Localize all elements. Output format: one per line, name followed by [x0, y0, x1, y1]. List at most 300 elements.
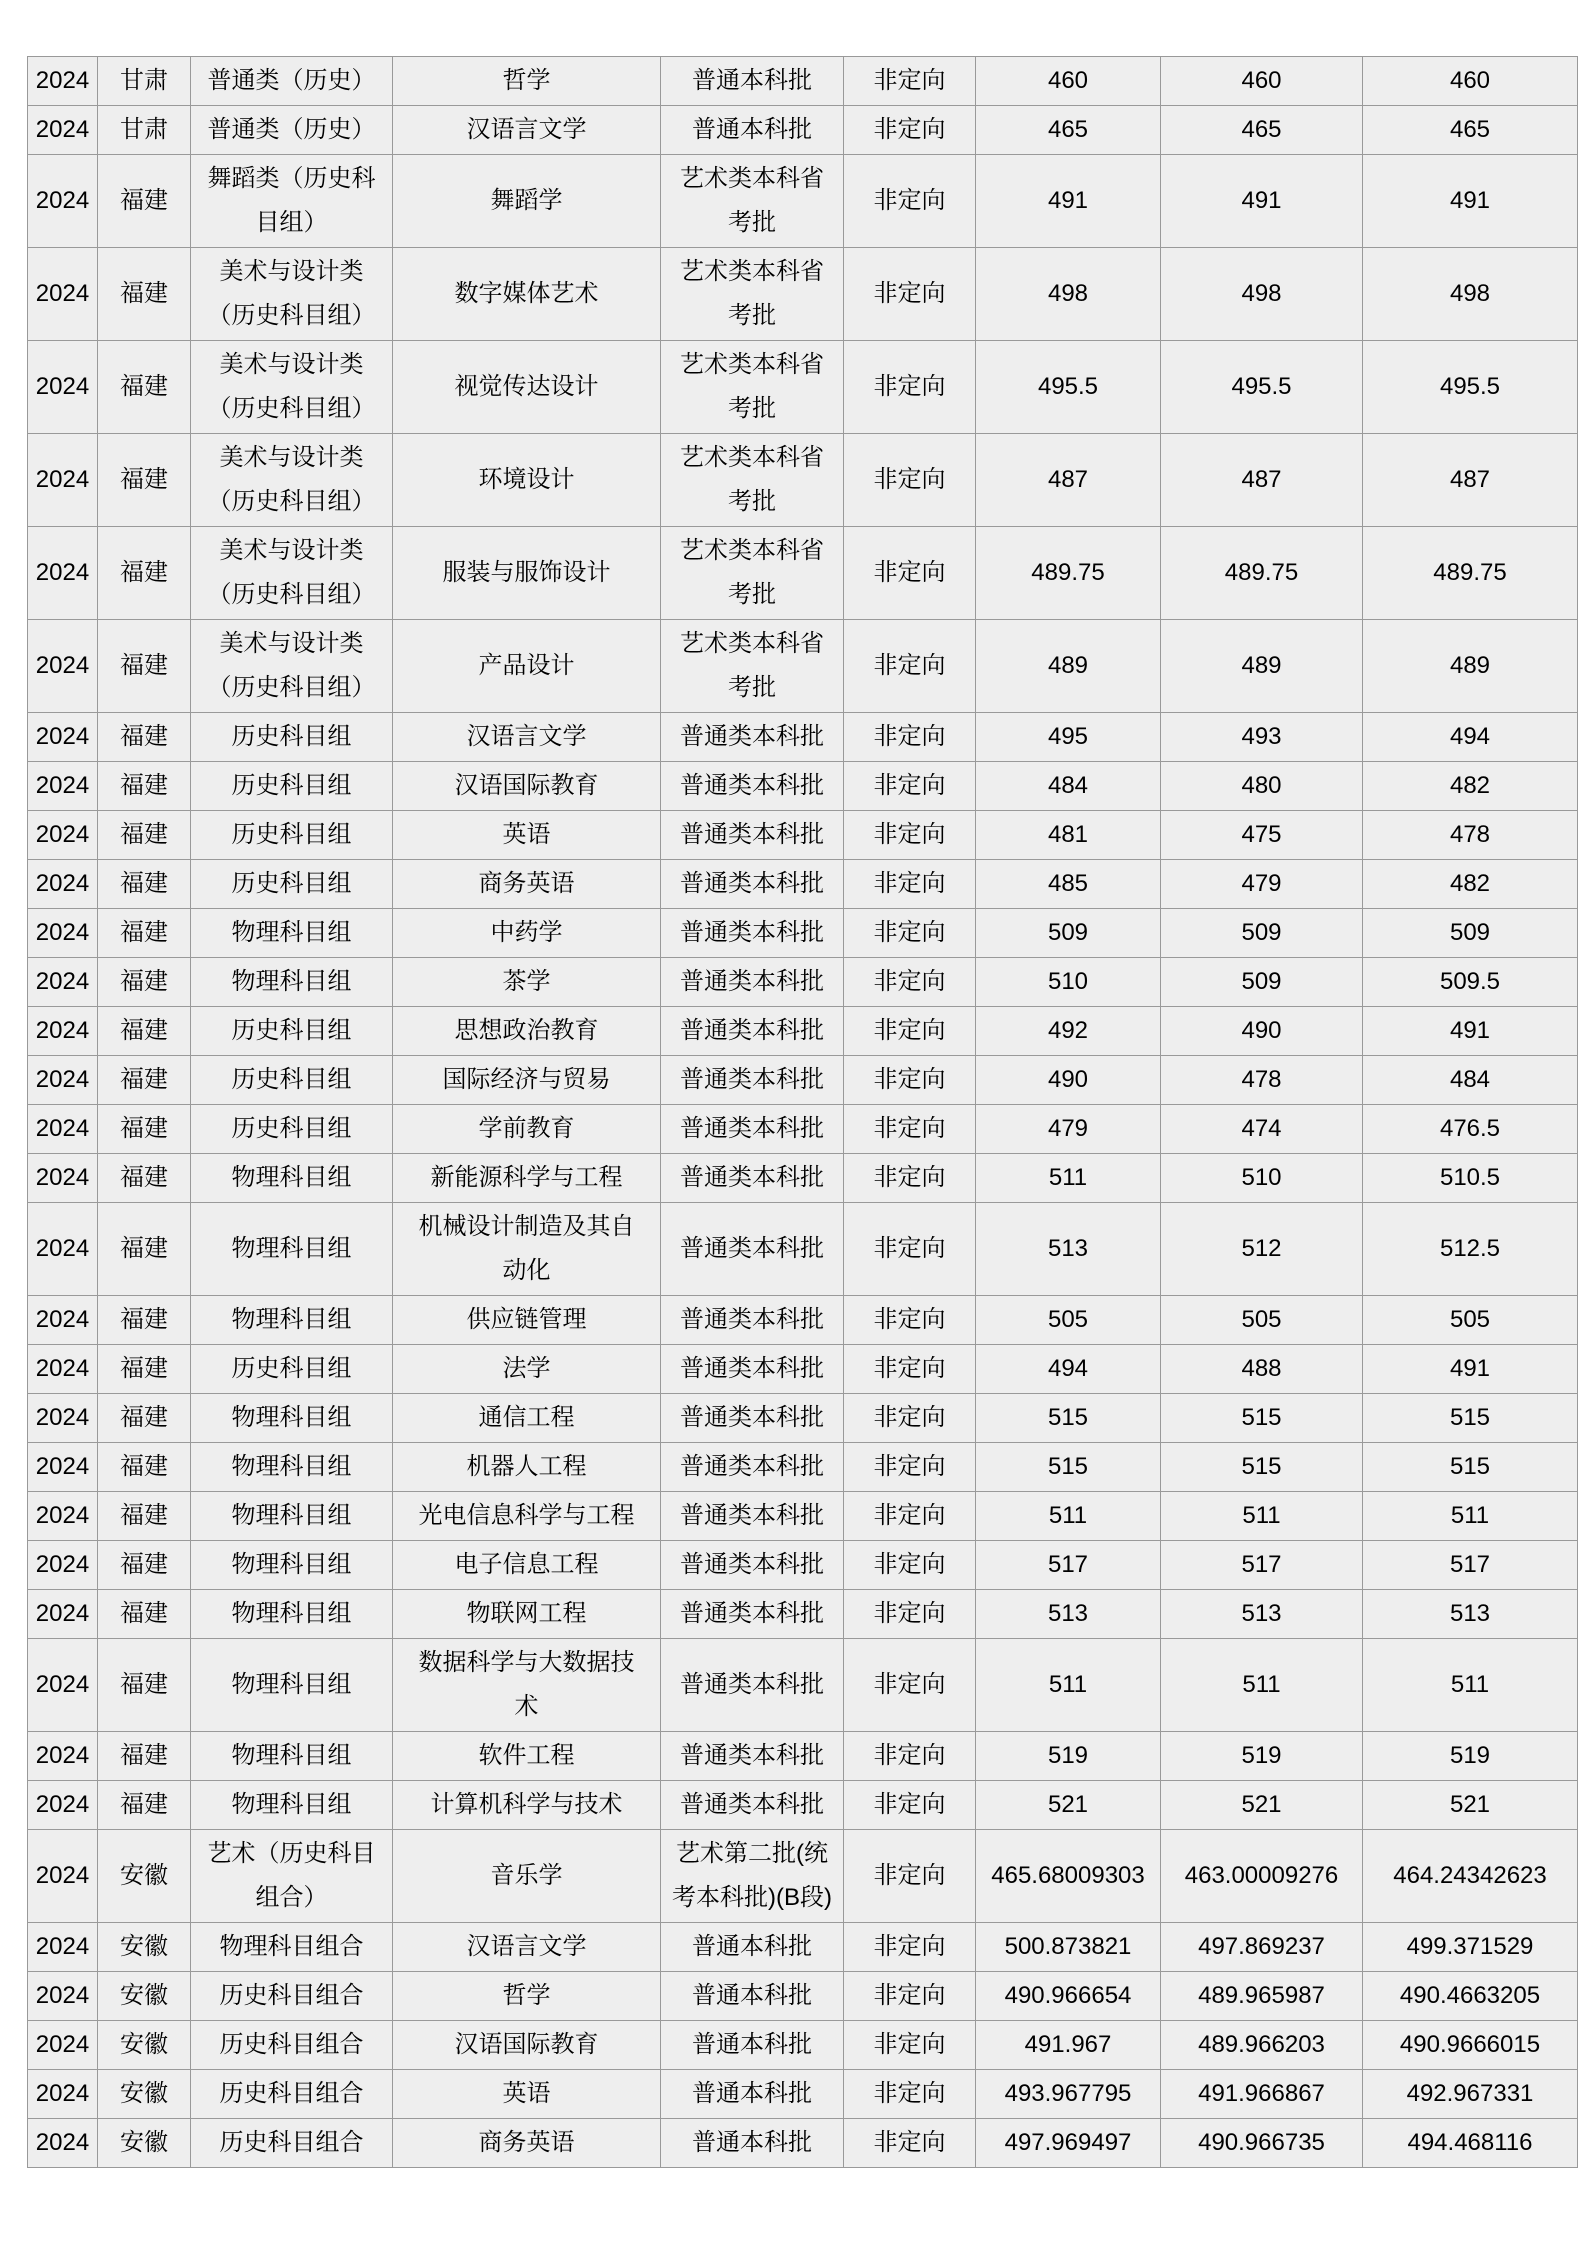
province-cell: 福建 — [98, 811, 191, 860]
major-cell: 国际经济与贸易 — [393, 1056, 661, 1105]
province-cell: 福建 — [98, 527, 191, 620]
major-cell: 数据科学与大数据技术 — [393, 1639, 661, 1732]
batch-cell: 普通类本科批 — [661, 1590, 844, 1639]
direction-cell: 非定向 — [844, 527, 976, 620]
province-cell: 福建 — [98, 1639, 191, 1732]
table-row — [28, 1296, 1578, 1345]
score-1-cell: 513 — [976, 1203, 1161, 1296]
category-cell: 历史科目组 — [191, 860, 393, 909]
category-cell: 历史科目组合 — [191, 2021, 393, 2070]
province-cell: 福建 — [98, 1296, 191, 1345]
province-cell: 福建 — [98, 958, 191, 1007]
score-1-cell: 491.967 — [976, 2021, 1161, 2070]
year-cell: 2024 — [28, 2119, 98, 2168]
score-3-cell: 492.967331 — [1363, 2070, 1578, 2119]
score-1-cell: 479 — [976, 1105, 1161, 1154]
score-1-cell: 460 — [976, 57, 1161, 106]
score-3-cell: 491 — [1363, 1345, 1578, 1394]
category-cell: 物理科目组 — [191, 1732, 393, 1781]
score-2-cell: 497.869237 — [1161, 1923, 1363, 1972]
direction-cell: 非定向 — [844, 2021, 976, 2070]
category-cell: 物理科目组 — [191, 1296, 393, 1345]
score-3-cell: 489.75 — [1363, 527, 1578, 620]
category-cell: 物理科目组 — [191, 1590, 393, 1639]
batch-cell: 普通类本科批 — [661, 1203, 844, 1296]
major-cell: 视觉传达设计 — [393, 341, 661, 434]
province-cell: 福建 — [98, 1154, 191, 1203]
province-cell: 福建 — [98, 248, 191, 341]
score-1-cell: 521 — [976, 1781, 1161, 1830]
score-3-cell: 511 — [1363, 1639, 1578, 1732]
category-cell: 历史科目组 — [191, 762, 393, 811]
year-cell: 2024 — [28, 1639, 98, 1732]
score-3-cell: 510.5 — [1363, 1154, 1578, 1203]
major-cell: 汉语言文学 — [393, 713, 661, 762]
score-1-cell: 489.75 — [976, 527, 1161, 620]
direction-cell: 非定向 — [844, 1492, 976, 1541]
score-2-cell: 519 — [1161, 1732, 1363, 1781]
direction-cell: 非定向 — [844, 106, 976, 155]
score-1-cell: 493.967795 — [976, 2070, 1161, 2119]
score-3-cell: 495.5 — [1363, 341, 1578, 434]
province-cell: 福建 — [98, 909, 191, 958]
major-cell: 英语 — [393, 811, 661, 860]
province-cell: 福建 — [98, 860, 191, 909]
table-row — [28, 1781, 1578, 1830]
score-3-cell: 511 — [1363, 1492, 1578, 1541]
province-cell: 安徽 — [98, 1972, 191, 2021]
category-cell: 物理科目组 — [191, 1639, 393, 1732]
batch-cell: 艺术类本科省考批 — [661, 341, 844, 434]
score-2-cell: 479 — [1161, 860, 1363, 909]
major-cell: 服装与服饰设计 — [393, 527, 661, 620]
score-2-cell: 491.966867 — [1161, 2070, 1363, 2119]
score-1-cell: 497.969497 — [976, 2119, 1161, 2168]
category-cell: 物理科目组 — [191, 1492, 393, 1541]
direction-cell: 非定向 — [844, 248, 976, 341]
year-cell: 2024 — [28, 1923, 98, 1972]
direction-cell: 非定向 — [844, 434, 976, 527]
score-3-cell: 491 — [1363, 1007, 1578, 1056]
score-1-cell: 484 — [976, 762, 1161, 811]
table-row — [28, 620, 1578, 713]
score-3-cell: 465 — [1363, 106, 1578, 155]
year-cell: 2024 — [28, 1972, 98, 2021]
year-cell: 2024 — [28, 57, 98, 106]
direction-cell: 非定向 — [844, 1056, 976, 1105]
year-cell: 2024 — [28, 527, 98, 620]
batch-cell: 普通类本科批 — [661, 1732, 844, 1781]
year-cell: 2024 — [28, 1345, 98, 1394]
score-1-cell: 519 — [976, 1732, 1161, 1781]
score-1-cell: 491 — [976, 155, 1161, 248]
direction-cell: 非定向 — [844, 1007, 976, 1056]
table-row — [28, 1154, 1578, 1203]
score-3-cell: 460 — [1363, 57, 1578, 106]
year-cell: 2024 — [28, 762, 98, 811]
table-row — [28, 1732, 1578, 1781]
score-1-cell: 490.966654 — [976, 1972, 1161, 2021]
category-cell: 美术与设计类（历史科目组） — [191, 434, 393, 527]
province-cell: 安徽 — [98, 1923, 191, 1972]
batch-cell: 普通本科批 — [661, 2070, 844, 2119]
score-1-cell: 495.5 — [976, 341, 1161, 434]
table-row — [28, 909, 1578, 958]
score-2-cell: 478 — [1161, 1056, 1363, 1105]
batch-cell: 普通类本科批 — [661, 1492, 844, 1541]
score-3-cell: 494.468116 — [1363, 2119, 1578, 2168]
direction-cell: 非定向 — [844, 811, 976, 860]
table-row — [28, 248, 1578, 341]
category-cell: 普通类（历史） — [191, 57, 393, 106]
score-2-cell: 513 — [1161, 1590, 1363, 1639]
table-row — [28, 958, 1578, 1007]
batch-cell: 普通类本科批 — [661, 860, 844, 909]
batch-cell: 艺术类本科省考批 — [661, 155, 844, 248]
table-row — [28, 1492, 1578, 1541]
direction-cell: 非定向 — [844, 713, 976, 762]
score-3-cell: 478 — [1363, 811, 1578, 860]
score-1-cell: 500.873821 — [976, 1923, 1161, 1972]
year-cell: 2024 — [28, 1007, 98, 1056]
score-2-cell: 511 — [1161, 1639, 1363, 1732]
score-2-cell: 490.966735 — [1161, 2119, 1363, 2168]
batch-cell: 艺术类本科省考批 — [661, 434, 844, 527]
score-1-cell: 492 — [976, 1007, 1161, 1056]
direction-cell: 非定向 — [844, 1639, 976, 1732]
score-3-cell: 491 — [1363, 155, 1578, 248]
province-cell: 福建 — [98, 1394, 191, 1443]
province-cell: 福建 — [98, 620, 191, 713]
batch-cell: 普通类本科批 — [661, 811, 844, 860]
batch-cell: 普通类本科批 — [661, 713, 844, 762]
score-3-cell: 482 — [1363, 860, 1578, 909]
table-row — [28, 2070, 1578, 2119]
score-3-cell: 464.24342623 — [1363, 1830, 1578, 1923]
province-cell: 福建 — [98, 1203, 191, 1296]
score-3-cell: 519 — [1363, 1732, 1578, 1781]
score-2-cell: 474 — [1161, 1105, 1363, 1154]
admission-scores-table — [27, 56, 1578, 2168]
batch-cell: 普通类本科批 — [661, 1443, 844, 1492]
batch-cell: 普通本科批 — [661, 2021, 844, 2070]
score-3-cell: 513 — [1363, 1590, 1578, 1639]
year-cell: 2024 — [28, 860, 98, 909]
batch-cell: 普通类本科批 — [661, 1781, 844, 1830]
province-cell: 福建 — [98, 1781, 191, 1830]
major-cell: 哲学 — [393, 1972, 661, 2021]
table-row — [28, 2021, 1578, 2070]
category-cell: 物理科目组 — [191, 958, 393, 1007]
score-2-cell: 489.75 — [1161, 527, 1363, 620]
direction-cell: 非定向 — [844, 1732, 976, 1781]
batch-cell: 普通类本科批 — [661, 1154, 844, 1203]
province-cell: 福建 — [98, 1105, 191, 1154]
score-2-cell: 489.965987 — [1161, 1972, 1363, 2021]
score-1-cell: 494 — [976, 1345, 1161, 1394]
province-cell: 福建 — [98, 713, 191, 762]
direction-cell: 非定向 — [844, 1923, 976, 1972]
score-2-cell: 511 — [1161, 1492, 1363, 1541]
province-cell: 安徽 — [98, 2070, 191, 2119]
score-2-cell: 509 — [1161, 958, 1363, 1007]
direction-cell: 非定向 — [844, 1972, 976, 2021]
score-1-cell: 465 — [976, 106, 1161, 155]
score-1-cell: 490 — [976, 1056, 1161, 1105]
score-3-cell: 490.4663205 — [1363, 1972, 1578, 2021]
year-cell: 2024 — [28, 2070, 98, 2119]
table-row — [28, 1541, 1578, 1590]
year-cell: 2024 — [28, 1732, 98, 1781]
score-2-cell: 475 — [1161, 811, 1363, 860]
direction-cell: 非定向 — [844, 1105, 976, 1154]
direction-cell: 非定向 — [844, 1830, 976, 1923]
score-1-cell: 505 — [976, 1296, 1161, 1345]
score-1-cell: 485 — [976, 860, 1161, 909]
major-cell: 光电信息科学与工程 — [393, 1492, 661, 1541]
major-cell: 英语 — [393, 2070, 661, 2119]
direction-cell: 非定向 — [844, 909, 976, 958]
major-cell: 环境设计 — [393, 434, 661, 527]
batch-cell: 普通类本科批 — [661, 1639, 844, 1732]
score-2-cell: 487 — [1161, 434, 1363, 527]
score-1-cell: 511 — [976, 1154, 1161, 1203]
year-cell: 2024 — [28, 1443, 98, 1492]
category-cell: 历史科目组 — [191, 811, 393, 860]
province-cell: 福建 — [98, 1345, 191, 1394]
score-3-cell: 494 — [1363, 713, 1578, 762]
batch-cell: 普通本科批 — [661, 57, 844, 106]
major-cell: 哲学 — [393, 57, 661, 106]
table-row — [28, 811, 1578, 860]
score-2-cell: 515 — [1161, 1394, 1363, 1443]
major-cell: 物联网工程 — [393, 1590, 661, 1639]
table-row — [28, 1443, 1578, 1492]
year-cell: 2024 — [28, 341, 98, 434]
province-cell: 福建 — [98, 1492, 191, 1541]
province-cell: 福建 — [98, 1541, 191, 1590]
score-3-cell: 489 — [1363, 620, 1578, 713]
category-cell: 艺术（历史科目组合） — [191, 1830, 393, 1923]
category-cell: 美术与设计类（历史科目组） — [191, 620, 393, 713]
direction-cell: 非定向 — [844, 2119, 976, 2168]
table-row — [28, 527, 1578, 620]
province-cell: 甘肃 — [98, 106, 191, 155]
score-2-cell: 517 — [1161, 1541, 1363, 1590]
year-cell: 2024 — [28, 434, 98, 527]
major-cell: 汉语国际教育 — [393, 2021, 661, 2070]
category-cell: 历史科目组 — [191, 713, 393, 762]
category-cell: 物理科目组 — [191, 1541, 393, 1590]
major-cell: 汉语言文学 — [393, 1923, 661, 1972]
score-1-cell: 487 — [976, 434, 1161, 527]
major-cell: 通信工程 — [393, 1394, 661, 1443]
score-2-cell: 489.966203 — [1161, 2021, 1363, 2070]
category-cell: 美术与设计类（历史科目组） — [191, 527, 393, 620]
table-row — [28, 1345, 1578, 1394]
table-row — [28, 762, 1578, 811]
year-cell: 2024 — [28, 620, 98, 713]
batch-cell: 普通本科批 — [661, 2119, 844, 2168]
category-cell: 历史科目组合 — [191, 2070, 393, 2119]
score-1-cell: 495 — [976, 713, 1161, 762]
table-row — [28, 860, 1578, 909]
score-3-cell: 509.5 — [1363, 958, 1578, 1007]
year-cell: 2024 — [28, 1590, 98, 1639]
score-1-cell: 465.68009303 — [976, 1830, 1161, 1923]
score-2-cell: 510 — [1161, 1154, 1363, 1203]
score-2-cell: 509 — [1161, 909, 1363, 958]
score-3-cell: 512.5 — [1363, 1203, 1578, 1296]
score-3-cell: 521 — [1363, 1781, 1578, 1830]
province-cell: 福建 — [98, 341, 191, 434]
year-cell: 2024 — [28, 958, 98, 1007]
score-2-cell: 488 — [1161, 1345, 1363, 1394]
table-row — [28, 1923, 1578, 1972]
year-cell: 2024 — [28, 909, 98, 958]
major-cell: 汉语言文学 — [393, 106, 661, 155]
batch-cell: 普通类本科批 — [661, 958, 844, 1007]
province-cell: 福建 — [98, 1443, 191, 1492]
major-cell: 机械设计制造及其自动化 — [393, 1203, 661, 1296]
direction-cell: 非定向 — [844, 958, 976, 1007]
major-cell: 中药学 — [393, 909, 661, 958]
direction-cell: 非定向 — [844, 155, 976, 248]
score-1-cell: 511 — [976, 1492, 1161, 1541]
major-cell: 音乐学 — [393, 1830, 661, 1923]
batch-cell: 艺术类本科省考批 — [661, 527, 844, 620]
score-2-cell: 480 — [1161, 762, 1363, 811]
batch-cell: 普通类本科批 — [661, 1345, 844, 1394]
table-row — [28, 1639, 1578, 1732]
province-cell: 福建 — [98, 762, 191, 811]
batch-cell: 普通类本科批 — [661, 1541, 844, 1590]
major-cell: 商务英语 — [393, 860, 661, 909]
category-cell: 物理科目组 — [191, 1394, 393, 1443]
score-1-cell: 489 — [976, 620, 1161, 713]
province-cell: 安徽 — [98, 2021, 191, 2070]
year-cell: 2024 — [28, 811, 98, 860]
direction-cell: 非定向 — [844, 57, 976, 106]
score-3-cell: 476.5 — [1363, 1105, 1578, 1154]
batch-cell: 艺术第二批(统考本科批)(B段) — [661, 1830, 844, 1923]
score-1-cell: 510 — [976, 958, 1161, 1007]
category-cell: 历史科目组合 — [191, 1972, 393, 2021]
score-3-cell: 509 — [1363, 909, 1578, 958]
score-1-cell: 513 — [976, 1590, 1161, 1639]
year-cell: 2024 — [28, 106, 98, 155]
category-cell: 历史科目组 — [191, 1056, 393, 1105]
year-cell: 2024 — [28, 155, 98, 248]
category-cell: 物理科目组合 — [191, 1923, 393, 1972]
year-cell: 2024 — [28, 713, 98, 762]
major-cell: 软件工程 — [393, 1732, 661, 1781]
batch-cell: 普通类本科批 — [661, 1105, 844, 1154]
year-cell: 2024 — [28, 1781, 98, 1830]
province-cell: 福建 — [98, 1590, 191, 1639]
major-cell: 法学 — [393, 1345, 661, 1394]
batch-cell: 普通类本科批 — [661, 1394, 844, 1443]
direction-cell: 非定向 — [844, 1154, 976, 1203]
table-row — [28, 1105, 1578, 1154]
score-1-cell: 481 — [976, 811, 1161, 860]
score-2-cell: 460 — [1161, 57, 1363, 106]
table-row — [28, 2119, 1578, 2168]
category-cell: 舞蹈类（历史科目组） — [191, 155, 393, 248]
batch-cell: 普通本科批 — [661, 1972, 844, 2021]
year-cell: 2024 — [28, 1296, 98, 1345]
table-row — [28, 1590, 1578, 1639]
year-cell: 2024 — [28, 1541, 98, 1590]
batch-cell: 普通类本科批 — [661, 909, 844, 958]
major-cell: 舞蹈学 — [393, 155, 661, 248]
score-2-cell: 489 — [1161, 620, 1363, 713]
major-cell: 电子信息工程 — [393, 1541, 661, 1590]
batch-cell: 普通类本科批 — [661, 1007, 844, 1056]
province-cell: 福建 — [98, 1007, 191, 1056]
category-cell: 普通类（历史） — [191, 106, 393, 155]
year-cell: 2024 — [28, 1154, 98, 1203]
year-cell: 2024 — [28, 1203, 98, 1296]
major-cell: 机器人工程 — [393, 1443, 661, 1492]
category-cell: 历史科目组 — [191, 1345, 393, 1394]
category-cell: 历史科目组合 — [191, 2119, 393, 2168]
table-row — [28, 1203, 1578, 1296]
table-row — [28, 434, 1578, 527]
score-1-cell: 515 — [976, 1394, 1161, 1443]
year-cell: 2024 — [28, 248, 98, 341]
table-row — [28, 1007, 1578, 1056]
score-3-cell: 487 — [1363, 434, 1578, 527]
major-cell: 产品设计 — [393, 620, 661, 713]
score-3-cell: 505 — [1363, 1296, 1578, 1345]
major-cell: 学前教育 — [393, 1105, 661, 1154]
batch-cell: 普通本科批 — [661, 1923, 844, 1972]
year-cell: 2024 — [28, 1830, 98, 1923]
score-3-cell: 515 — [1363, 1443, 1578, 1492]
direction-cell: 非定向 — [844, 1203, 976, 1296]
table-row — [28, 1056, 1578, 1105]
score-2-cell: 515 — [1161, 1443, 1363, 1492]
direction-cell: 非定向 — [844, 1590, 976, 1639]
batch-cell: 普通类本科批 — [661, 762, 844, 811]
major-cell: 汉语国际教育 — [393, 762, 661, 811]
score-3-cell: 498 — [1363, 248, 1578, 341]
province-cell: 福建 — [98, 1056, 191, 1105]
category-cell: 历史科目组 — [191, 1105, 393, 1154]
score-1-cell: 517 — [976, 1541, 1161, 1590]
table-row — [28, 1972, 1578, 2021]
category-cell: 美术与设计类（历史科目组） — [191, 341, 393, 434]
score-2-cell: 491 — [1161, 155, 1363, 248]
score-3-cell: 490.9666015 — [1363, 2021, 1578, 2070]
direction-cell: 非定向 — [844, 1296, 976, 1345]
major-cell: 计算机科学与技术 — [393, 1781, 661, 1830]
major-cell: 新能源科学与工程 — [393, 1154, 661, 1203]
province-cell: 福建 — [98, 155, 191, 248]
score-3-cell: 515 — [1363, 1394, 1578, 1443]
year-cell: 2024 — [28, 1492, 98, 1541]
score-1-cell: 511 — [976, 1639, 1161, 1732]
batch-cell: 艺术类本科省考批 — [661, 620, 844, 713]
direction-cell: 非定向 — [844, 1781, 976, 1830]
province-cell: 安徽 — [98, 2119, 191, 2168]
batch-cell: 普通本科批 — [661, 106, 844, 155]
category-cell: 物理科目组 — [191, 1443, 393, 1492]
score-2-cell: 498 — [1161, 248, 1363, 341]
score-3-cell: 499.371529 — [1363, 1923, 1578, 1972]
score-2-cell: 521 — [1161, 1781, 1363, 1830]
